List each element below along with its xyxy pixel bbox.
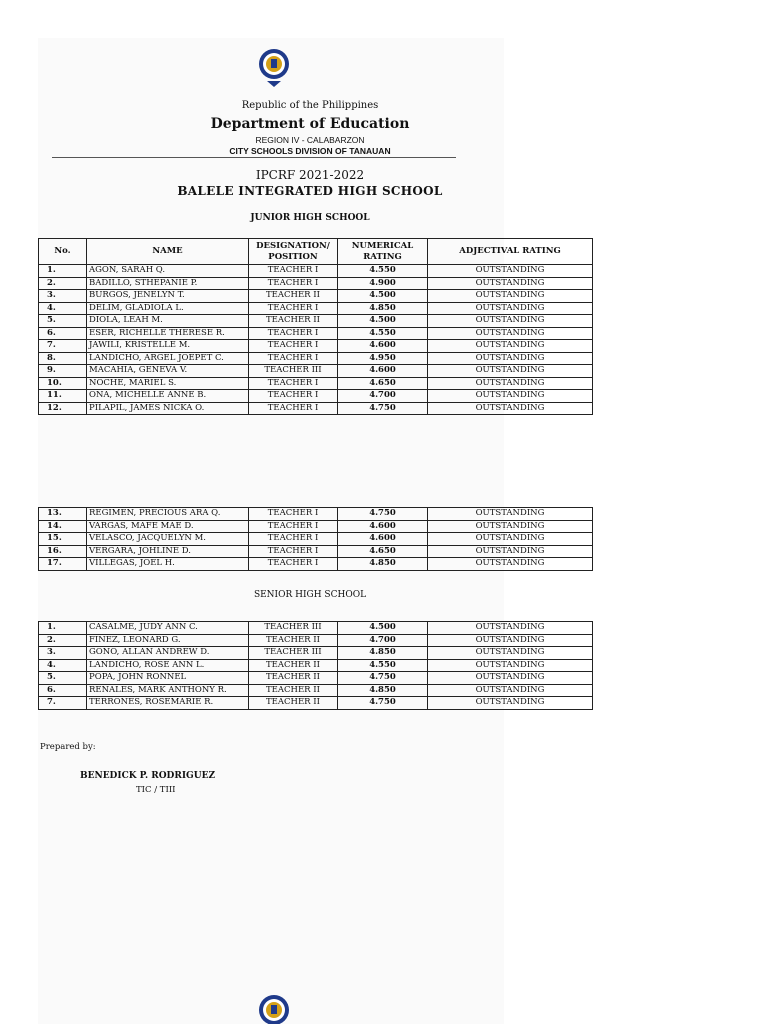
adjectival-rating: OUTSTANDING xyxy=(428,402,593,415)
numerical-rating: 4.550 xyxy=(338,659,428,672)
teacher-name: AGON, SARAH Q. xyxy=(87,265,249,278)
teacher-position: TEACHER I xyxy=(249,545,338,558)
row-number: 3. xyxy=(39,290,87,303)
row-number: 8. xyxy=(39,352,87,365)
republic-text: Republic of the Philippines xyxy=(241,100,379,111)
document-title: IPCRF 2021-2022 xyxy=(255,168,365,182)
teacher-name: NOCHE, MARIEL S. xyxy=(87,377,249,390)
adjectival-rating: OUTSTANDING xyxy=(428,315,593,328)
col-adjectival-rating: ADJECTIVAL RATING xyxy=(428,239,593,265)
adjectival-rating: OUTSTANDING xyxy=(428,647,593,660)
teacher-position: TEACHER I xyxy=(249,508,338,521)
teacher-position: TEACHER II xyxy=(249,290,338,303)
teacher-name: ONA, MICHELLE ANNE B. xyxy=(87,390,249,403)
teacher-name: RENALES, MARK ANTHONY R. xyxy=(87,684,249,697)
teacher-name: VELASCO, JACQUELYN M. xyxy=(87,533,249,546)
jhs-section-label: JUNIOR HIGH SCHOOL xyxy=(250,213,370,223)
numerical-rating: 4.850 xyxy=(338,647,428,660)
numerical-rating: 4.600 xyxy=(338,340,428,353)
teacher-name: POPA, JOHN RONNEL xyxy=(87,672,249,685)
numerical-rating: 4.600 xyxy=(338,533,428,546)
row-number: 7. xyxy=(39,697,87,710)
table-row xyxy=(39,545,593,558)
adjectival-rating: OUTSTANDING xyxy=(428,352,593,365)
table-row xyxy=(39,622,593,635)
row-number: 17. xyxy=(39,558,87,571)
shs-ratings-table xyxy=(38,621,593,710)
table-row xyxy=(39,290,593,303)
adjectival-rating: OUTSTANDING xyxy=(428,377,593,390)
numerical-rating: 4.600 xyxy=(338,365,428,378)
teacher-position: TEACHER II xyxy=(249,634,338,647)
numerical-rating: 4.550 xyxy=(338,327,428,340)
adjectival-rating: OUTSTANDING xyxy=(428,365,593,378)
teacher-position: TEACHER I xyxy=(249,340,338,353)
numerical-rating: 4.500 xyxy=(338,315,428,328)
teacher-name: DIOLA, LEAH M. xyxy=(87,315,249,328)
adjectival-rating: OUTSTANDING xyxy=(428,265,593,278)
row-number: 4. xyxy=(39,659,87,672)
table-row xyxy=(39,265,593,278)
teacher-position: TEACHER III xyxy=(249,647,338,660)
col-no: No. xyxy=(39,239,87,265)
table-row xyxy=(39,277,593,290)
table-row xyxy=(39,684,593,697)
teacher-position: TEACHER I xyxy=(249,277,338,290)
teacher-name: LANDICHO, ROSE ANN L. xyxy=(87,659,249,672)
school-name: BALELE INTEGRATED HIGH SCHOOL xyxy=(177,184,443,198)
row-number: 9. xyxy=(39,365,87,378)
row-number: 1. xyxy=(39,265,87,278)
teacher-name: VARGAS, MAFE MAE D. xyxy=(87,520,249,533)
numerical-rating: 4.900 xyxy=(338,277,428,290)
teacher-position: TEACHER II xyxy=(249,672,338,685)
adjectival-rating: OUTSTANDING xyxy=(428,622,593,635)
table-row xyxy=(39,352,593,365)
adjectival-rating: OUTSTANDING xyxy=(428,659,593,672)
deped-seal-icon xyxy=(258,44,290,88)
adjectival-rating: OUTSTANDING xyxy=(428,697,593,710)
teacher-position: TEACHER I xyxy=(249,377,338,390)
numerical-rating: 4.850 xyxy=(338,302,428,315)
teacher-name: BURGOS, JENELYN T. xyxy=(87,290,249,303)
teacher-position: TEACHER III xyxy=(249,365,338,378)
row-number: 4. xyxy=(39,302,87,315)
teacher-name: REGIMEN, PRECIOUS ARA Q. xyxy=(87,508,249,521)
adjectival-rating: OUTSTANDING xyxy=(428,545,593,558)
department-text: Department of Education xyxy=(210,116,410,132)
adjectival-rating: OUTSTANDING xyxy=(428,684,593,697)
adjectival-rating: OUTSTANDING xyxy=(428,340,593,353)
table-row xyxy=(39,558,593,571)
row-number: 2. xyxy=(39,277,87,290)
table-row xyxy=(39,672,593,685)
teacher-name: VILLEGAS, JOEL H. xyxy=(87,558,249,571)
teacher-position: TEACHER I xyxy=(249,327,338,340)
row-number: 6. xyxy=(39,684,87,697)
adjectival-rating: OUTSTANDING xyxy=(428,634,593,647)
table-row xyxy=(39,634,593,647)
row-number: 1. xyxy=(39,622,87,635)
adjectival-rating: OUTSTANDING xyxy=(428,290,593,303)
row-number: 11. xyxy=(39,390,87,403)
teacher-position: TEACHER I xyxy=(249,533,338,546)
signer-name: BENEDICK P. RODRIGUEZ xyxy=(80,771,216,781)
teacher-position: TEACHER I xyxy=(249,265,338,278)
numerical-rating: 4.850 xyxy=(338,684,428,697)
teacher-name: PILAPIL, JAMES NICKA O. xyxy=(87,402,249,415)
teacher-position: TEACHER I xyxy=(249,390,338,403)
teacher-name: ESER, RICHELLE THERESE R. xyxy=(87,327,249,340)
numerical-rating: 4.850 xyxy=(338,558,428,571)
table-row xyxy=(39,377,593,390)
col-numerical-rating: NUMERICAL RATING xyxy=(338,239,428,265)
teacher-name: BADILLO, STHEPANIE P. xyxy=(87,277,249,290)
table-row xyxy=(39,508,593,521)
teacher-position: TEACHER II xyxy=(249,684,338,697)
row-number: 15. xyxy=(39,533,87,546)
row-number: 10. xyxy=(39,377,87,390)
teacher-name: VERGARA, JOHLINE D. xyxy=(87,545,249,558)
teacher-name: DELIM, GLADIOLA L. xyxy=(87,302,249,315)
teacher-position: TEACHER I xyxy=(249,352,338,365)
row-number: 2. xyxy=(39,634,87,647)
numerical-rating: 4.750 xyxy=(338,402,428,415)
header-divider xyxy=(52,157,456,158)
division-text: CITY SCHOOLS DIVISION OF TANAUAN xyxy=(229,146,391,156)
row-number: 6. xyxy=(39,327,87,340)
table-header-row xyxy=(39,239,593,265)
numerical-rating: 4.650 xyxy=(338,545,428,558)
teacher-position: TEACHER II xyxy=(249,659,338,672)
adjectival-rating: OUTSTANDING xyxy=(428,672,593,685)
teacher-position: TEACHER III xyxy=(249,622,338,635)
table-row xyxy=(39,402,593,415)
teacher-name: TERRONES, ROSEMARIE R. xyxy=(87,697,249,710)
teacher-position: TEACHER II xyxy=(249,315,338,328)
adjectival-rating: OUTSTANDING xyxy=(428,558,593,571)
teacher-name: GONO, ALLAN ANDREW D. xyxy=(87,647,249,660)
col-name: NAME xyxy=(87,239,249,265)
teacher-name: LANDICHO, ARGEL JOEPET C. xyxy=(87,352,249,365)
table-row xyxy=(39,390,593,403)
jhs-ratings-table xyxy=(38,238,593,415)
numerical-rating: 4.750 xyxy=(338,697,428,710)
signer-role: TIC / TIII xyxy=(136,785,176,795)
row-number: 3. xyxy=(39,647,87,660)
numerical-rating: 4.600 xyxy=(338,520,428,533)
row-number: 5. xyxy=(39,315,87,328)
adjectival-rating: OUTSTANDING xyxy=(428,533,593,546)
adjectival-rating: OUTSTANDING xyxy=(428,520,593,533)
deped-seal-icon-next-page xyxy=(258,990,290,1024)
teacher-position: TEACHER I xyxy=(249,402,338,415)
teacher-position: TEACHER II xyxy=(249,697,338,710)
region-text: REGION IV - CALABARZON xyxy=(255,135,365,145)
numerical-rating: 4.500 xyxy=(338,290,428,303)
shs-section-label: SENIOR HIGH SCHOOL xyxy=(253,590,367,600)
teacher-name: JAWILI, KRISTELLE M. xyxy=(87,340,249,353)
table-row xyxy=(39,315,593,328)
jhs-ratings-table-continued xyxy=(38,507,593,571)
table-row xyxy=(39,647,593,660)
adjectival-rating: OUTSTANDING xyxy=(428,327,593,340)
table-row xyxy=(39,520,593,533)
row-number: 12. xyxy=(39,402,87,415)
table-row xyxy=(39,302,593,315)
table-row xyxy=(39,340,593,353)
col-position: DESIGNATION/ POSITION xyxy=(249,239,338,265)
numerical-rating: 4.750 xyxy=(338,508,428,521)
row-number: 13. xyxy=(39,508,87,521)
row-number: 5. xyxy=(39,672,87,685)
numerical-rating: 4.750 xyxy=(338,672,428,685)
numerical-rating: 4.500 xyxy=(338,622,428,635)
teacher-position: TEACHER I xyxy=(249,302,338,315)
table-row xyxy=(39,533,593,546)
prepared-by-label: Prepared by: xyxy=(40,742,96,752)
numerical-rating: 4.700 xyxy=(338,390,428,403)
adjectival-rating: OUTSTANDING xyxy=(428,390,593,403)
table-row xyxy=(39,659,593,672)
numerical-rating: 4.550 xyxy=(338,265,428,278)
adjectival-rating: OUTSTANDING xyxy=(428,508,593,521)
row-number: 16. xyxy=(39,545,87,558)
row-number: 14. xyxy=(39,520,87,533)
numerical-rating: 4.950 xyxy=(338,352,428,365)
table-row xyxy=(39,327,593,340)
table-row xyxy=(39,365,593,378)
teacher-name: FINEZ, LEONARD G. xyxy=(87,634,249,647)
teacher-position: TEACHER I xyxy=(249,558,338,571)
table-row xyxy=(39,697,593,710)
teacher-name: CASALME, JUDY ANN C. xyxy=(87,622,249,635)
teacher-name: MACAHIA, GENEVA V. xyxy=(87,365,249,378)
teacher-position: TEACHER I xyxy=(249,520,338,533)
row-number: 7. xyxy=(39,340,87,353)
numerical-rating: 4.700 xyxy=(338,634,428,647)
adjectival-rating: OUTSTANDING xyxy=(428,277,593,290)
numerical-rating: 4.650 xyxy=(338,377,428,390)
adjectival-rating: OUTSTANDING xyxy=(428,302,593,315)
